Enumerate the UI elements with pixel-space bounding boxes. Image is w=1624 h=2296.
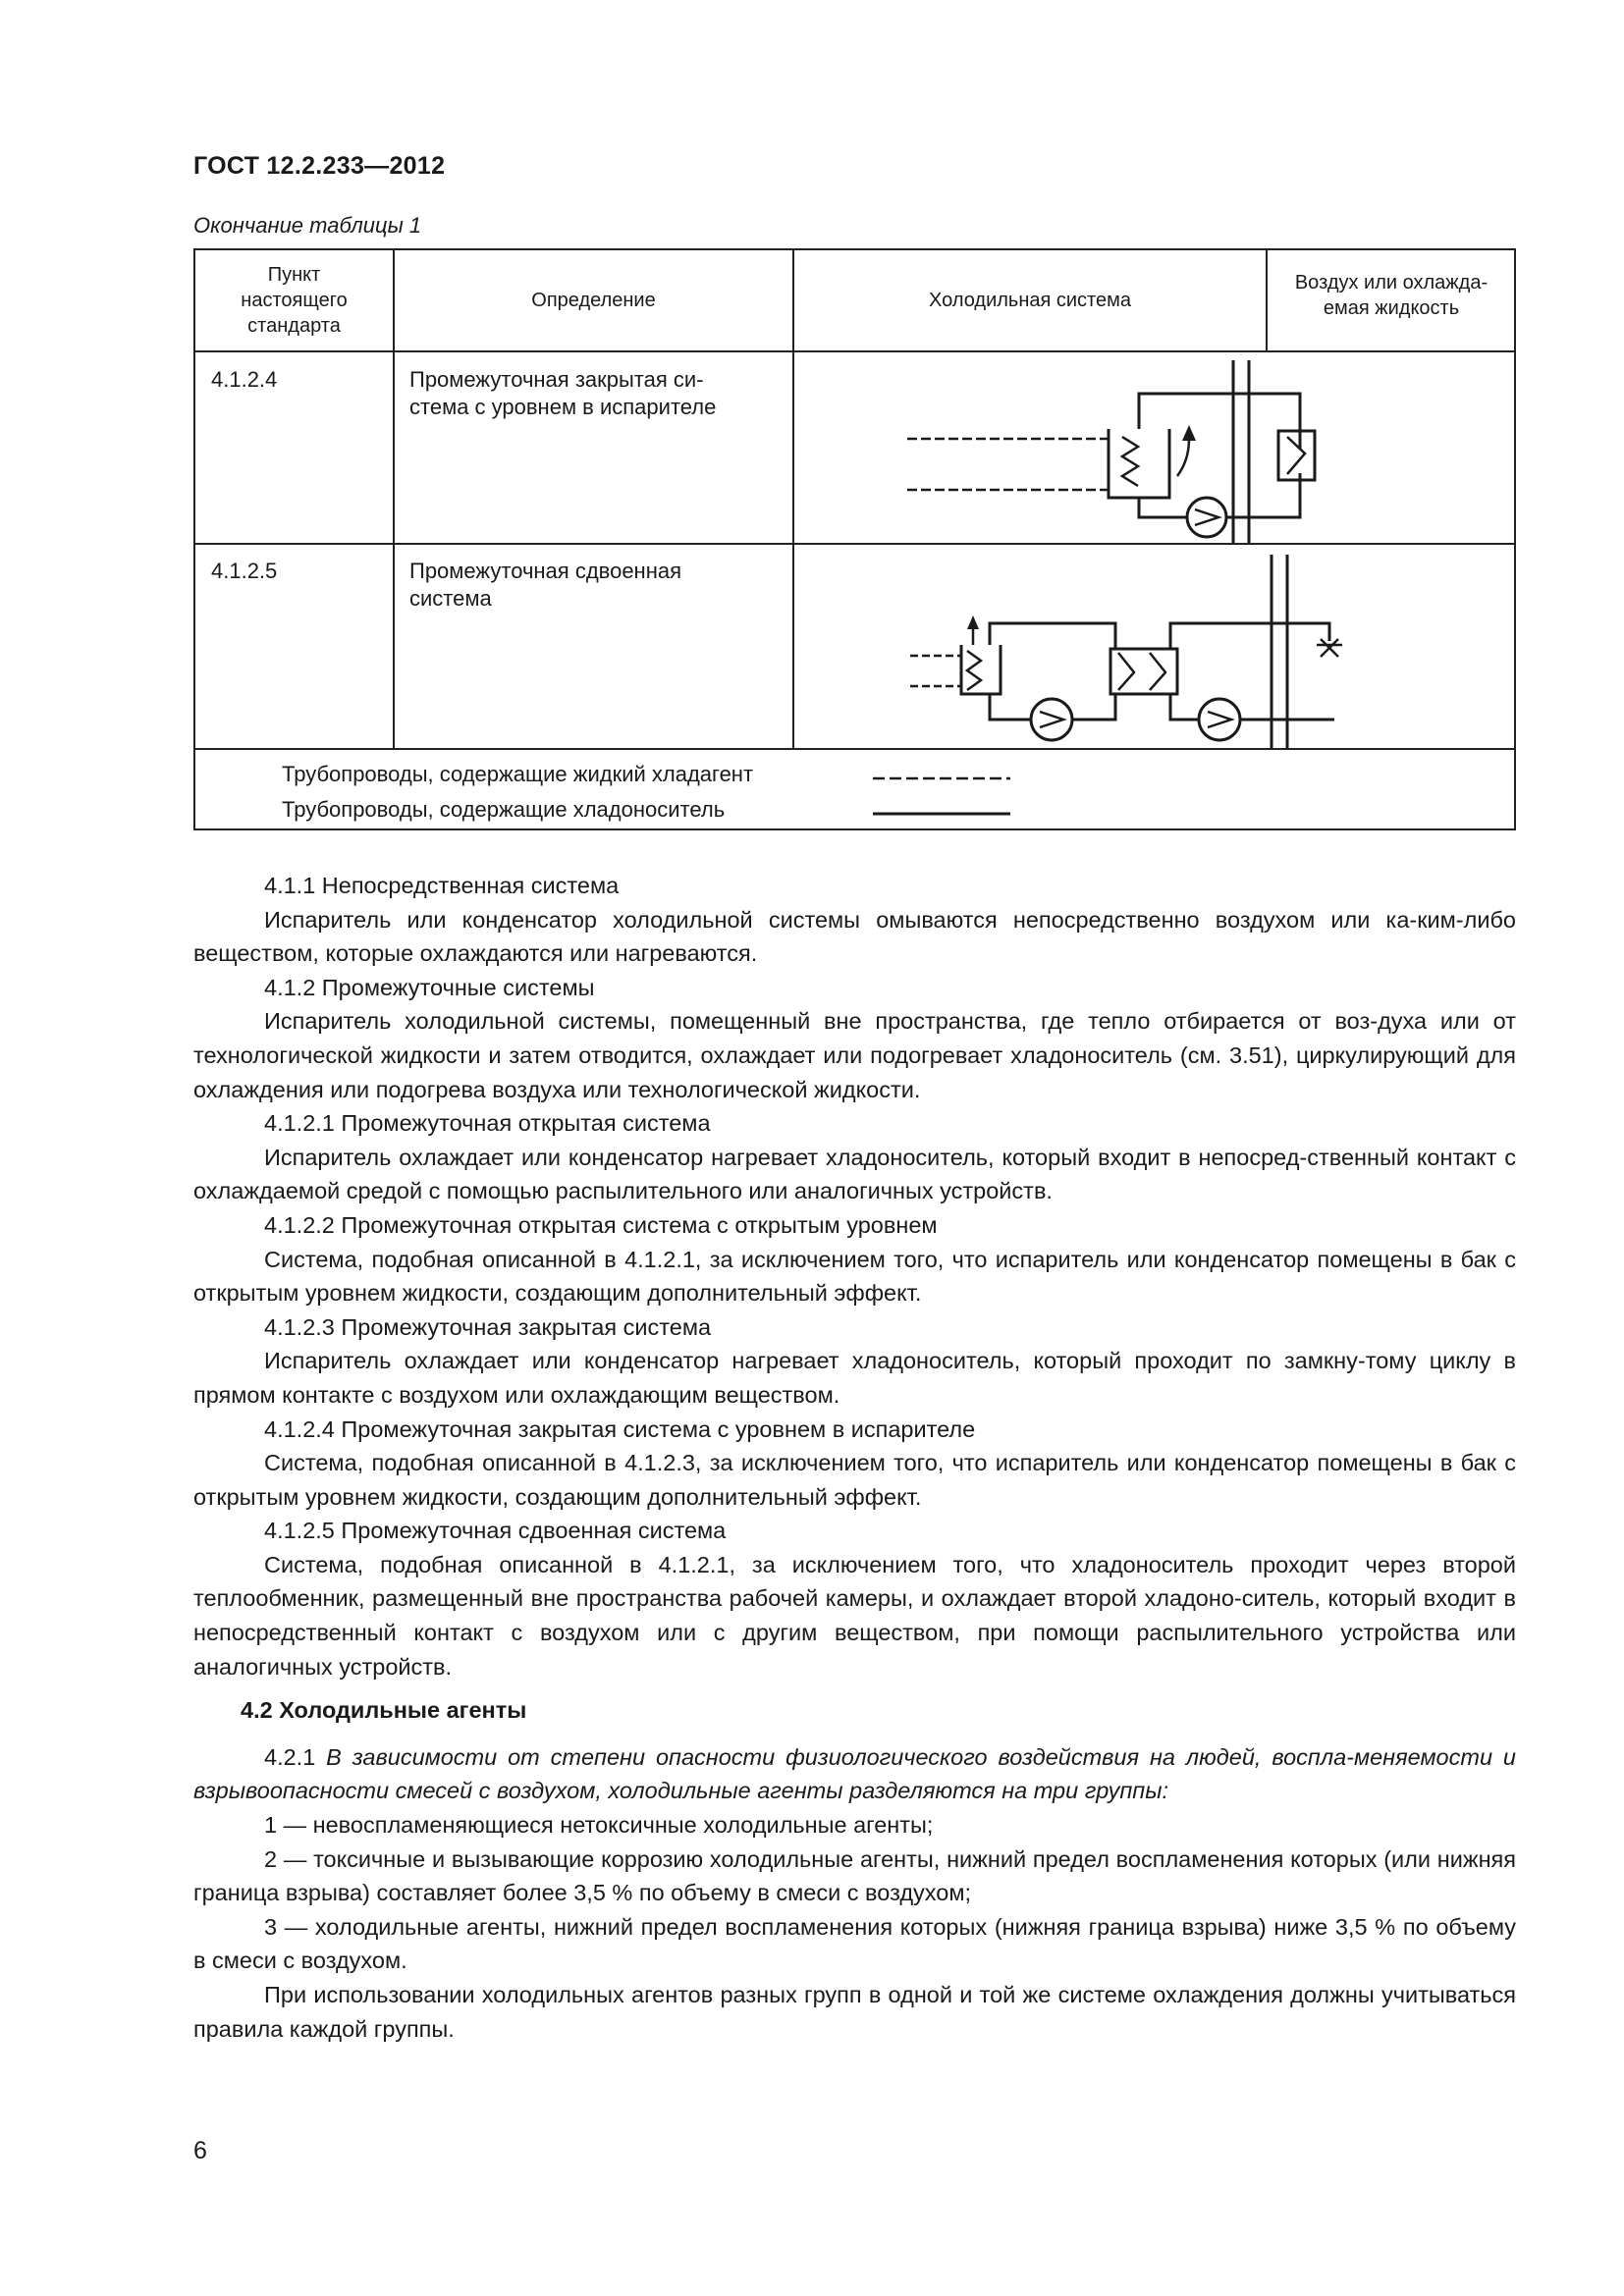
paragraph: Испаритель холодильной системы, помещенный вне пространства, где тепло отбирается от воз-духа или от технологической жидкости и затем отводится, охлаждает или подогревает хладоноситель (см. 3.51), циркулирующий для охлаждения или подогрева воздуха или технологической жидкости. xyxy=(193,1008,1516,1102)
clause-number: 4.2.1 xyxy=(264,1743,327,1770)
paragraph: При использовании холодильных агентов разных групп в одной и той же системе охлаждения должны учитываться правила каждой группы. xyxy=(193,1982,1516,2042)
coolant-pipe xyxy=(990,694,1030,720)
level-arrow xyxy=(1177,439,1189,476)
paragraph xyxy=(193,1740,1516,1808)
header-clause: Пункт настоящего стандарта xyxy=(241,264,348,337)
coolant-pipe xyxy=(1139,394,1300,449)
air-heat-exchanger xyxy=(1278,431,1315,480)
header-system: Холодильная система xyxy=(929,290,1131,311)
clause-heading: 4.1.2.4 Промежуточная закрытая система с уровнем в испарителе xyxy=(264,1415,976,1442)
body-text xyxy=(193,869,1516,2046)
table-caption: Окончание таблицы 1 xyxy=(193,213,422,238)
level-arrow-head xyxy=(1182,425,1196,441)
coolant-pipe xyxy=(1170,623,1329,649)
evaporator-coil xyxy=(967,651,981,690)
pump-arrow xyxy=(1040,712,1063,727)
legend-line-samples xyxy=(873,761,1010,829)
intermediate-closed-level-diagram xyxy=(195,350,1518,543)
standard-header: ГОСТ 12.2.233—2012 xyxy=(193,152,446,180)
paragraph: Система, подобная описанной в 4.1.2.1, за исключением того, что хладоноситель проходит через второй теплообменник, размещенный вне пространства рабочей камеры, и охлаждает второй хладоно-ситель, который входит в непосредственный контакт с воздухом или с другим веществом, при помощи распылительного устройства или аналогичных устройств. xyxy=(193,1551,1516,1680)
paragraph: Система, подобная описанной в 4.1.2.3, за исключением того, что испаритель или конденсатор помещены в бак с открытым уровнем жидкости, создающим дополнительный эффект. xyxy=(193,1450,1516,1510)
paragraph: Система, подобная описанной в 4.1.2.1, за исключением того, что испаритель или конденсатор помещены в бак с открытым уровнем жидкости, создающим дополнительный эффект. xyxy=(193,1246,1516,1307)
clause-heading: 4.1.2.2 Промежуточная открытая система с открытым уровнем xyxy=(264,1211,938,1238)
legend-liquid-refrigerant: Трубопроводы, содержащие жидкий хладагент xyxy=(282,762,754,786)
pump-arrow xyxy=(1195,509,1218,525)
table xyxy=(193,248,1516,830)
row-definition: Промежуточная сдвоенная система xyxy=(409,559,682,611)
heat-exchanger-coil xyxy=(1150,653,1165,690)
clause-heading: 4.1.2 Промежуточные системы xyxy=(264,974,595,1000)
row-clause: 4.1.2.4 xyxy=(211,367,278,392)
paragraph: Испаритель охлаждает или конденсатор нагревает хладоноситель, который проходит по замкну-тому циклу в прямом контакте с воздухом или охлаждающим веществом. xyxy=(193,1348,1516,1408)
header-definition: Определение xyxy=(531,290,656,311)
coolant-pipe xyxy=(1139,498,1187,517)
coolant-pipe xyxy=(1072,694,1115,720)
row-clause: 4.1.2.5 xyxy=(211,559,278,583)
pump-arrow xyxy=(1208,712,1231,727)
level-arrow-head xyxy=(967,615,979,629)
legend-coolant: Трубопроводы, содержащие хладоноситель xyxy=(282,797,726,822)
row-definition: Промежуточная закрытая си- стема с уровнем в испарителе xyxy=(409,367,717,419)
clause-heading: 4.1.2.3 Промежуточная закрытая система xyxy=(264,1313,712,1340)
page-number: 6 xyxy=(193,2137,207,2164)
clause-heading: 4.1.1 Непосредственная система xyxy=(264,873,620,898)
header-medium: Воздух или охлажда- емая жидкость xyxy=(1294,272,1489,319)
coolant-pipe xyxy=(1170,694,1199,720)
clause-heading: 4.1.2.5 Промежуточная сдвоенная система xyxy=(264,1518,727,1544)
heat-exchanger-coil xyxy=(1118,653,1134,690)
intermediate-dual-diagram xyxy=(195,543,1518,748)
table-legend-divider xyxy=(195,748,1514,750)
clause-heading: 1 — невоспламеняющиеся нетоксичные холодильные агенты; xyxy=(264,1812,934,1839)
air-heat-exchanger-coil xyxy=(1287,437,1305,474)
coolant-pipe xyxy=(990,623,1115,649)
evaporator-coil xyxy=(1122,437,1138,486)
paragraph: 2 — токсичные и вызывающие коррозию холодильные агенты, нижний предел воспламенения которых (или нижняя граница взрыва) составляет более 3,5 % по объему в смеси с воздухом; xyxy=(193,1845,1516,1906)
italic-text: В зависимости от степени опасности физиологического воздействия на людей, воспла-меняемости и взрывоопасности смесей с воздухом, холодильные агенты разделяются на три группы: xyxy=(193,1743,1516,1804)
paragraph: 3 — холодильные агенты, нижний предел воспламенения которых (нижняя граница взрыва) ниже 3,5 % по объему в смеси с воздухом. xyxy=(193,1913,1516,1974)
paragraph: Испаритель или конденсатор холодильной системы омываются непосредственно воздухом или ка-ким-либо веществом, которые охлаждаются или нагреваются. xyxy=(193,906,1516,967)
evaporator-tank xyxy=(1109,429,1169,498)
clause-heading: 4.1.2.1 Промежуточная открытая система xyxy=(264,1110,711,1137)
paragraph: Испаритель охлаждает или конденсатор нагревает хладоноситель, который входит в непосред-ственный контакт с охлаждаемой средой с помощью распылительного или аналогичных устройств. xyxy=(193,1144,1516,1204)
section-heading: 4.2 Холодильные агенты xyxy=(241,1697,527,1724)
